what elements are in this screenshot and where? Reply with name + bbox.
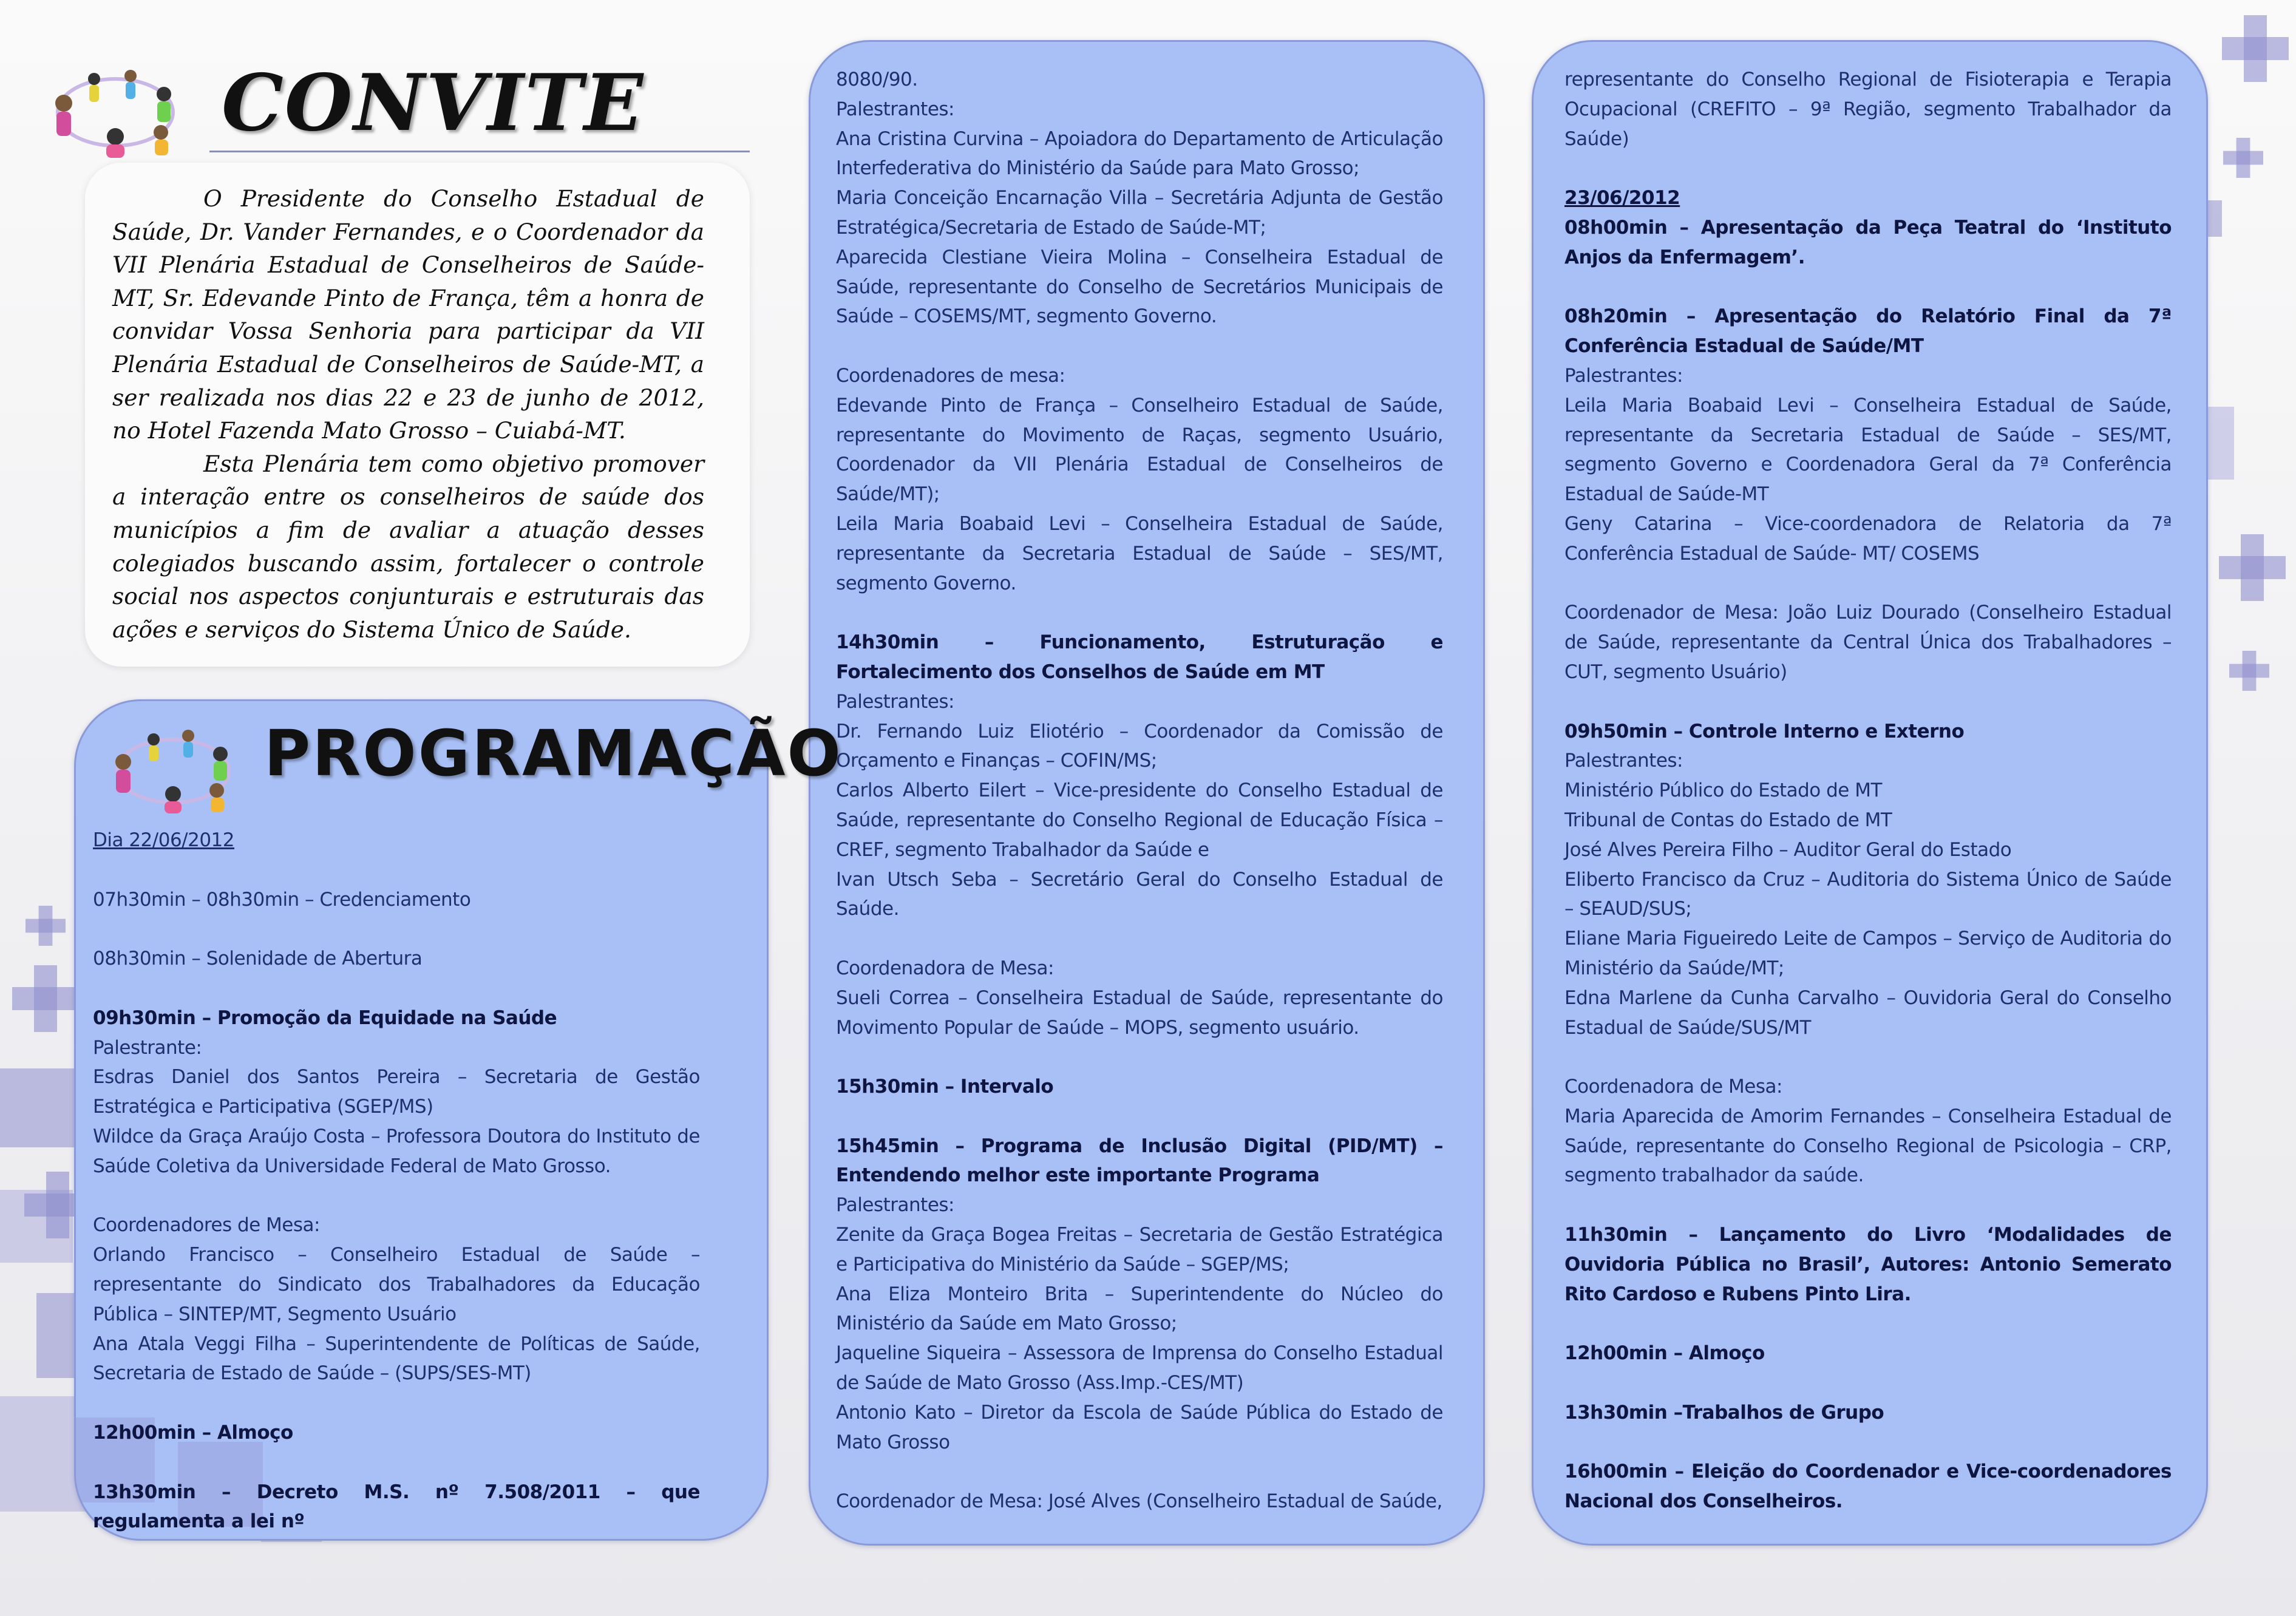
spacer-line — [1564, 687, 2172, 717]
schedule-line: 08h20min – Apresentação do Relatório Final da 7ª Conferência Estadual de Saúde/MT — [1564, 305, 2172, 358]
spacer-line — [1564, 1190, 2172, 1220]
schedule-line: Antonio Kato – Diretor da Escola de Saúde Pública do Estado de Mato Grosso — [836, 1401, 1443, 1453]
schedule-line: Leila Maria Boabaid Levi – Conselheira Estadual de Saúde, representante da Secretaria Estadual de Saúde – SES/MT, segmento Governo e Coordenadora Geral da 7ª Conferência Estadual de Saúde-MT — [1564, 394, 2172, 506]
spacer-line — [93, 1181, 700, 1211]
schedule-line: 13h30min –Trabalhos de Grupo — [1564, 1401, 1884, 1424]
invitation-text — [112, 182, 704, 646]
schedule-line: Carlos Alberto Eilert – Vice-presidente do Conselho Estadual de Saúde, representante do Conselho Regional de Educação Física – CREF, segmento Trabalhador da Saúde e — [836, 779, 1443, 861]
schedule-line: 09h30min – Promoção da Equidade na Saúde — [93, 1007, 557, 1029]
schedule-line: Ana Atala Veggi Filha – Superintendente de Políticas de Saúde, Secretaria de Estado de Saúde – (SUPS/SES-MT) — [93, 1333, 700, 1385]
decorative-square — [0, 1068, 79, 1147]
schedule-line: Ministério Público do Estado de MT — [1564, 779, 1882, 802]
schedule-line: Coordenador de Mesa: João Luiz Dourado (Conselheiro Estadual de Saúde, representante da Central Única dos Trabalhadores – CUT, segmento Usuário) — [1564, 602, 2172, 683]
schedule-line: 13h30min – Decreto M.S. nº 7.508/2011 – que regulamenta a lei nº — [93, 1481, 700, 1533]
spacer-line — [93, 1448, 700, 1478]
convite-title: CONVITE — [222, 58, 645, 149]
invitation-paragraph: Esta Plenária tem como objetivo promover a interação entre os conselheiros de saúde dos municípios a fim de avaliar a atuação desses colegiados buscando assim, fortalecer o controle social nos aspectos conjunturais e estruturais das ações e serviços do Sistema Único de Saúde. — [112, 450, 704, 643]
schedule-line: 23/06/2012 — [1564, 187, 1680, 209]
schedule-line: 15h45min – Programa de Inclusão Digital (PID/MT) – Entendendo melhor este importante Programa — [836, 1135, 1443, 1187]
decorative-plus — [2223, 138, 2263, 178]
schedule-line: Palestrantes: — [836, 98, 954, 120]
spacer-line — [1564, 154, 2172, 183]
spacer-line — [1564, 1309, 2172, 1339]
spacer-line — [1564, 569, 2172, 599]
schedule-line: Aparecida Clestiane Vieira Molina – Conselheira Estadual de Saúde, representante do Conselho de Secretários Municipais de Saúde – COSEMS/MT, segmento Governo. — [836, 246, 1443, 328]
schedule-line: 08h30min – Solenidade de Abertura — [93, 948, 423, 970]
decorative-plus — [2229, 651, 2269, 691]
schedule-line: 12h00min – Almoço — [1564, 1342, 1765, 1365]
schedule-line: Coordenadores de Mesa: — [93, 1214, 320, 1237]
spacer-line — [93, 1388, 700, 1418]
schedule-column-2 — [836, 65, 1443, 1516]
spacer-line — [93, 974, 700, 1003]
schedule-line: Eliberto Francisco da Cruz – Auditoria do Sistema Único de Saúde – SEAUD/SUS; — [1564, 868, 2172, 920]
schedule-line: 09h50min – Controle Interno e Externo — [1564, 720, 1965, 742]
schedule-line: Dia 22/06/2012 — [93, 829, 235, 851]
schedule-line: Ana Eliza Monteiro Brita – Superintendente do Núcleo do Ministério da Saúde em Mato Grosso; — [836, 1283, 1443, 1335]
schedule-line: Esdras Daniel dos Santos Pereira – Secretaria de Gestão Estratégica e Participativa (SGEP/MS) — [93, 1066, 700, 1118]
spacer-line — [836, 598, 1443, 628]
schedule-line: José Alves Pereira Filho – Auditor Geral do Estado — [1564, 838, 2012, 861]
schedule-line: Orlando Francisco – Conselheiro Estadual de Saúde – representante do Sindicato dos Trabalhadores da Educação Pública – SINTEP/MT, Segmento Usuário — [93, 1244, 700, 1325]
schedule-line: Sueli Correa – Conselheira Estadual de Saúde, representante do Movimento Popular de Saúde – MOPS, segmento usuário. — [836, 986, 1443, 1039]
schedule-line: Palestrantes: — [836, 1194, 954, 1217]
schedule-line: Geny Catarina – Vice-coordenadora de Relatoria da 7ª Conferência Estadual de Saúde- MT/ COSEMS — [1564, 512, 2172, 565]
people-circle-logo-icon — [106, 722, 240, 813]
schedule-line: Coordenadores de mesa: — [836, 364, 1065, 387]
decorative-plus — [2222, 15, 2289, 82]
schedule-column-1 — [93, 826, 700, 1536]
schedule-line: Coordenador de Mesa: José Alves (Conselheiro Estadual de Saúde, — [836, 1490, 1442, 1513]
spacer-line — [836, 1457, 1443, 1487]
spacer-line — [93, 914, 700, 944]
schedule-line: Edna Marlene da Cunha Carvalho – Ouvidoria Geral do Conselho Estadual de Saúde/SUS/MT — [1564, 986, 2172, 1039]
invitation-paragraph: O Presidente do Conselho Estadual de Saúde, Dr. Vander Fernandes, e o Coordenador da VII Plenária Estadual de Conselheiros de Saúde-MT, Sr. Edevande Pinto de França, têm a honra de convidar Vossa Senhoria para participar da VII Plenária Estadual de Conselheiros de Saúde-MT, a ser realizada nos dias 22 e 23 de junho de 2012, no Hotel Fazenda Mato Grosso – Cuiabá-MT. — [112, 185, 704, 444]
schedule-line: Leila Maria Boabaid Levi – Conselheira Estadual de Saúde, representante da Secretaria Estadual de Saúde – SES/MT, segmento Governo. — [836, 512, 1443, 594]
decorative-plus — [2219, 534, 2286, 601]
schedule-line: 08h00min – Apresentação da Peça Teatral do ‘Instituto Anjos da Enfermagem’. — [1564, 216, 2172, 268]
schedule-line: Jaqueline Siqueira – Assessora de Imprensa do Conselho Estadual de Saúde de Mato Grosso (Ass.Imp.-CES/MT) — [836, 1342, 1443, 1394]
schedule-line: 14h30min – Funcionamento, Estruturação e Fortalecimento dos Conselhos de Saúde em MT — [836, 631, 1443, 683]
spacer-line — [836, 924, 1443, 954]
schedule-line: Palestrantes: — [836, 690, 954, 713]
schedule-line: Palestrantes: — [1564, 364, 1683, 387]
schedule-line: Zenite da Graça Bogea Freitas – Secretaria de Gestão Estratégica e Participativa do Ministério da Saúde – SGEP/MS; — [836, 1224, 1443, 1275]
schedule-line: Eliane Maria Figueiredo Leite de Campos – Serviço de Auditoria do Ministério da Saúde/MT; — [1564, 928, 2172, 979]
schedule-line: Ana Cristina Curvina – Apoiadora do Departamento de Articulação Interfederativa do Ministério da Saúde para Mato Grosso; — [836, 127, 1443, 180]
schedule-line: Edevande Pinto de França – Conselheiro Estadual de Saúde, representante do Movimento de Raças, segmento Usuário, Coordenador da VII Plenária Estadual de Conselheiros de Saúde/MT); — [836, 394, 1443, 506]
spacer-line — [93, 855, 700, 885]
title-divider — [209, 151, 750, 152]
schedule-line: 8080/90. — [836, 69, 918, 90]
schedule-line: representante do Conselho Regional de Fisioterapia e Terapia Ocupacional (CREFITO – 9ª Região, segmento Trabalhador da Saúde) — [1564, 69, 2172, 150]
schedule-line: 16h00min – Eleição do Coordenador e Vice-coordenadores Nacional dos Conselheiros. — [1564, 1461, 2172, 1513]
people-circle-logo-icon — [46, 61, 185, 158]
spacer-line — [1564, 1368, 2172, 1398]
schedule-line: Maria Aparecida de Amorim Fernandes – Conselheira Estadual de Saúde, representante do Conselho Regional de Psicologia – CRP, segmento trabalhador da saúde. — [1564, 1105, 2172, 1187]
schedule-line: Ivan Utsch Seba – Secretário Geral do Conselho Estadual de Saúde. — [836, 868, 1443, 920]
spacer-line — [1564, 1042, 2172, 1072]
programacao-title: PROGRAMAÇÃO — [264, 716, 843, 790]
spacer-line — [1564, 1428, 2172, 1458]
schedule-line: Coordenadora de Mesa: — [836, 957, 1054, 979]
decorative-plus — [25, 906, 66, 946]
spacer-line — [836, 331, 1443, 361]
schedule-line: Tribunal de Contas do Estado de MT — [1564, 809, 1892, 831]
schedule-line: Palestrante: — [93, 1036, 202, 1059]
schedule-line: 12h00min – Almoço — [93, 1421, 293, 1444]
schedule-line: 11h30min – Lançamento do Livro ‘Modalidades de Ouvidoria Pública no Brasil’, Autores: Antonio Semerato Rito Cardoso e Rubens Pinto Lira. — [1564, 1224, 2172, 1305]
spacer-line — [836, 1042, 1443, 1072]
spacer-line — [836, 1102, 1443, 1132]
schedule-line: Coordenadora de Mesa: — [1564, 1076, 1782, 1098]
schedule-line: Maria Conceição Encarnação Villa – Secretária Adjunta de Gestão Estratégica/Secretaria de Estado de Saúde-MT; — [836, 187, 1443, 239]
schedule-line: Palestrantes: — [1564, 750, 1683, 772]
schedule-line: 07h30min – 08h30min – Credenciamento — [93, 888, 471, 911]
schedule-line: Dr. Fernando Luiz Eliotério – Coordenador da Comissão de Orçamento e Finanças – COFIN/MS; — [836, 720, 1443, 772]
spacer-line — [1564, 273, 2172, 302]
schedule-line: 15h30min – Intervalo — [836, 1076, 1054, 1098]
schedule-line: Wildce da Graça Araújo Costa – Professora Doutora do Instituto de Saúde Coletiva da Universidade Federal de Mato Grosso. — [93, 1125, 700, 1177]
schedule-column-3 — [1564, 65, 2172, 1516]
decorative-plus — [12, 965, 79, 1032]
